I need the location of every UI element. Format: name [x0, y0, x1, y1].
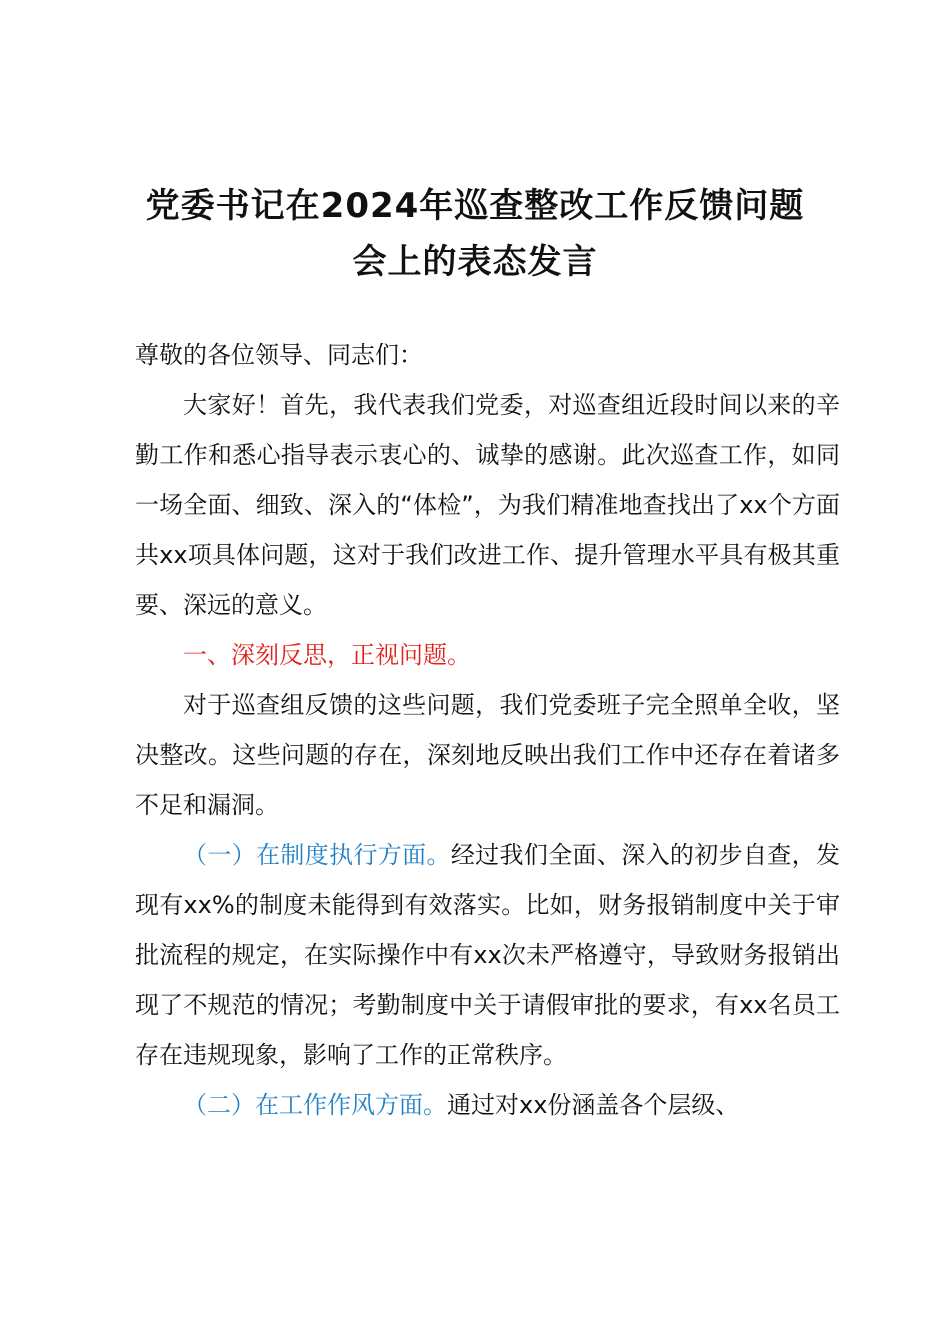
subsection-1-text: 经过我们全面、深入的初步自查，发现有xx%的制度未能得到有效落实。比如，财务报销制度中关于审批流程的规定，在实际操作中有xx次未严格遵守，导致财务报销出现了不规范的情况；考勤制度中关于请假审批的要求，有xx名员工存在违规现象，影响了工作的正常秩序。	[135, 841, 841, 1069]
salutation: 尊敬的各位领导、同志们：	[135, 341, 423, 369]
document-body	[135, 330, 840, 1130]
section-heading-1: 一、深刻反思，正视问题。	[183, 641, 471, 669]
paragraph-1: 大家好！首先，我代表我们党委，对巡查组近段时间以来的辛勤工作和悉心指导表示衷心的、诚挚的感谢。此次巡查工作，如同一场全面、细致、深入的“体检”，为我们精准地查找出了xx个方面共xx项具体问题，这对于我们改进工作、提升管理水平具有极其重要、深远的意义。	[135, 391, 840, 619]
subsection-1-heading: （一）在制度执行方面。	[183, 841, 451, 869]
subsection-1	[135, 830, 840, 1080]
subsection-2-text: 通过对xx份涵盖各个层级、	[447, 1091, 740, 1119]
subsection-2	[135, 1080, 840, 1130]
title-line-1: 党委书记在2024年巡查整改工作反馈问题	[145, 186, 805, 226]
paragraph-2: 对于巡查组反馈的这些问题，我们党委班子完全照单全收，坚决整改。这些问题的存在，深刻地反映出我们工作中还存在着诸多不足和漏洞。	[135, 691, 840, 819]
subsection-2-heading: （二）在工作作风方面。	[183, 1091, 447, 1119]
title-line-2: 会上的表态发言	[352, 242, 598, 282]
document-title	[120, 178, 830, 290]
